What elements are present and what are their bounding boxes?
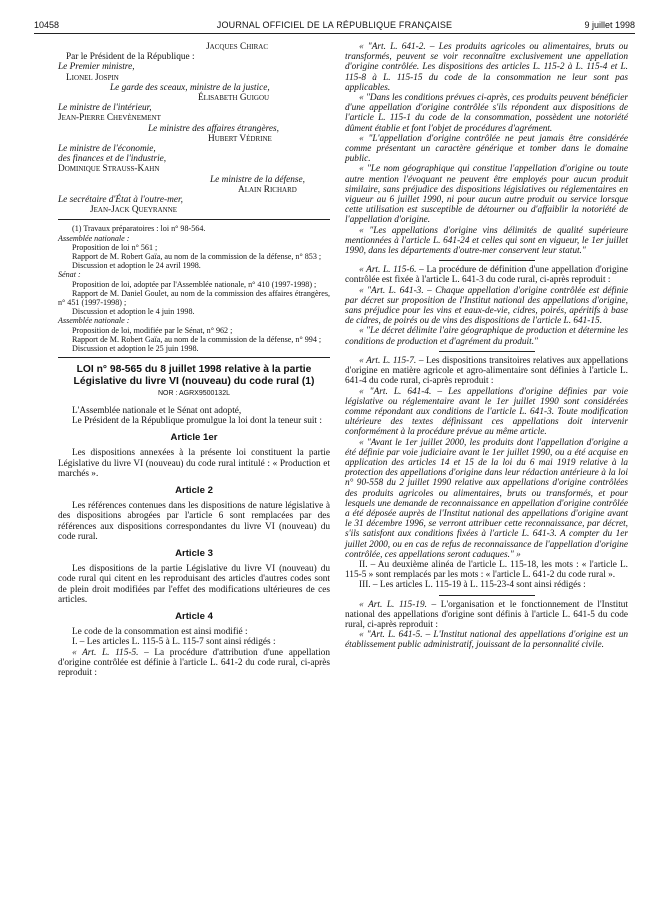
art-l115-19-label: « Art. L. 115-19. bbox=[359, 599, 427, 610]
art-l641-5: « "Art. L. 641-5. – L'Institut national des appellations d'origine est un établissement public administratif, jouissant de la personnalité civile. bbox=[345, 630, 628, 651]
interior-title: Le ministre de l'intérieur, bbox=[58, 103, 152, 114]
list-item: Rapport de M. Robert Gaïa, au nom de la commission de la défense, n° 853 ; bbox=[72, 252, 322, 262]
art-l115-6-label: « Art. L. 115-6. bbox=[359, 265, 417, 276]
paragraph: « "Avant le 1er juillet 2000, les produits dont l'appellation d'origine a été définie par voie judiciaire avant le 1er juillet 1990, ou a été acquise en application des articles 14 et 15 de la loi du 6 mai 1919 relative à la protection des appellations d'origine dans leur rédaction antérieure à la loi n° 90-558 du 2 juillet 1990 relative aux appellations d'origine contrôlées des produits agricoles ou alimentaires, bruts ou transformés, et pour lesquels une demande de reconnaissance en appellation d'origine contrôlée a été déposée auprès de l'Institut national des appellations d'origine avant le 31 décembre 1996, se verront attribuer cette reconnaissance, par décret, s'ils satisfont aux conditions fixées à l'article L. 641-3. A compter du 1er juillet 2000, ou en cas de refus de reconnaissance de l'appellation d'origine contrôlée, ces appellations seront caduques." » bbox=[345, 437, 628, 560]
art-l115-7-text: – Les dispositions transitoires relatives aux appellations d'origine en matière agricole et agro-alimentaire sont définies à l'article L. 641-4 du code rural, ci-après reproduit : bbox=[345, 355, 628, 387]
art-l115-7-label: « Art. L. 115-7. bbox=[359, 355, 417, 366]
list-item: Discussion et adoption le 25 juin 1998. bbox=[72, 344, 199, 354]
article-2-text: Les références contenues dans les dispositions de nature législative à des dispositions abrogées par l'article 6 sont remplacées par des références aux dispositions correspondantes du livre VI (nouveau) du code rural. bbox=[58, 501, 330, 542]
list-item: Proposition de loi, modifiée par le Sénat, n° 962 ; bbox=[72, 325, 233, 335]
article-3-text: Les dispositions de la partie Législative du livre VI (nouveau) du code rural qui citent en les reproduisant des articles d'autres codes sont de plein droit modifiées par l'effet des modifications ultérieures de ces articles. bbox=[58, 564, 330, 605]
pm-name: Lionel Jospin bbox=[66, 72, 119, 83]
art-l115-5 bbox=[58, 648, 330, 679]
law-title: LOI n° 98-565 du 8 juillet 1998 relative à la partie Législative du livre VI (nouveau) du code rural (1) bbox=[73, 364, 315, 387]
list-item: Proposition de loi, adoptée par l'Assemblée nationale, n° 410 (1997-1998) ; bbox=[72, 279, 317, 289]
list-item: Rapport de M. Daniel Goulet, au nom de la commission des affaires étrangères, n° 451 (1997-1998) ; bbox=[58, 288, 330, 308]
president-name: Jacques Chirac bbox=[206, 42, 268, 52]
defense-title: Le ministre de la défense, bbox=[210, 174, 305, 185]
president-line: Par le Président de la République : bbox=[66, 52, 195, 63]
economy-title: Le ministre de l'économie, bbox=[58, 144, 156, 155]
section-rule bbox=[439, 260, 535, 261]
outremer-title: Le secrétaire d'État à l'outre-mer, bbox=[58, 195, 183, 206]
list-item: Rapport de M. Robert Gaïa, au nom de la commission de la défense, n° 994 ; bbox=[72, 334, 322, 344]
travaux-note: (1) Travaux préparatoires : loi n° 98-564. bbox=[72, 224, 206, 234]
page-number: 10458 bbox=[34, 20, 60, 30]
defense-name: Alain Richard bbox=[238, 184, 297, 195]
art-l115-19 bbox=[345, 600, 628, 631]
section-rule bbox=[439, 595, 535, 596]
page-header bbox=[34, 12, 635, 34]
economy-title-2: des finances et de l'industrie, bbox=[58, 154, 167, 165]
left-column bbox=[58, 42, 330, 678]
paragraph: II. – Au deuxième alinéa de l'article L. 115-18, les mots : « l'article L. 115-5 » sont remplacés par les mots : « l'article L. 641-2 du code rural ». bbox=[345, 559, 628, 581]
issue-date: 9 juillet 1998 bbox=[584, 20, 635, 30]
paragraph: « "L'appellation d'origine contrôlée ne peut jamais être considérée comme présentant un caractère générique et tomber dans le domaine public. bbox=[345, 133, 628, 165]
an2-heading: Assemblée nationale : bbox=[58, 316, 130, 326]
art-l115-6-text: – La procédure de définition d'une appellation d'origine contrôlée est fixée à l'article L. 641-3 du code rural, ci-après reproduit : bbox=[345, 265, 628, 286]
pm-title: Le Premier ministre, bbox=[58, 62, 135, 73]
notes-rule bbox=[58, 219, 330, 220]
nor-reference: NOR : AGRX9500132L bbox=[158, 390, 230, 398]
interior-name: Jean-Pierre Chevènement bbox=[58, 113, 161, 124]
article-4-heading: Article 4 bbox=[175, 610, 213, 622]
article-1-heading: Article 1er bbox=[170, 432, 218, 444]
article-4-intro: Le code de la consommation est ainsi modifié : bbox=[72, 627, 248, 638]
art-l115-6 bbox=[345, 265, 628, 285]
art-l641-4: « "Art. L. 641-4. – Les appellations d'origine définies par voie législative ou réglementaire avant le 1er juillet 1990 sont considérées comme répondant aux conditions de l'article L. 641-3. Toute modification ultérieure des textes définissant ces appellations doit intervenir conformément à la procédure prévue au même article. bbox=[345, 386, 628, 438]
paragraph: « "Dans les conditions prévues ci-après, ces produits peuvent bénéficier d'une appellation d'origine contrôlée s'ils répondent aux dispositions de l'article L. 115-1 du code de la consommation, possèdent une notoriété dûment établie et font l'objet de procédures d'agrément. bbox=[345, 93, 628, 134]
signature-block bbox=[58, 42, 330, 215]
article-1-text: Les dispositions annexées à la présente loi constituent la partie Législative du livre VI (nouveau) du code rural intitulé : « Production et marchés ». bbox=[58, 448, 330, 479]
art-l115-5-text: – La procédure d'attribution d'une appellation d'origine contrôlée est définie à l'article L. 641-2 du code rural, ci-après reproduit : bbox=[58, 647, 331, 678]
right-column bbox=[345, 42, 628, 651]
foreign-title: Le ministre des affaires étrangères, bbox=[148, 123, 279, 134]
preamble-2: Le Président de la République promulgue la loi dont la teneur suit : bbox=[72, 415, 322, 426]
justice-name: Élisabeth Guigou bbox=[198, 93, 270, 104]
justice-title: Le garde des sceaux, ministre de la justice, bbox=[110, 82, 270, 93]
foreign-name: Hubert Védrine bbox=[208, 133, 272, 144]
art-l115-7 bbox=[345, 356, 628, 387]
art-l115-5-label: « Art. L. 115-5. bbox=[72, 647, 139, 658]
article-2-heading: Article 2 bbox=[175, 484, 213, 496]
preamble-1: L'Assemblée nationale et le Sénat ont adopté, bbox=[72, 405, 242, 416]
list-item: Discussion et adoption le 24 avril 1998. bbox=[72, 261, 201, 271]
an1-heading: Assemblée nationale : bbox=[58, 233, 130, 243]
art-l115-19-text: – L'organisation et le fonctionnement de l'Institut national des appellations d'origine sont définis à l'article L. 641-5 du code rural, ci-après reproduit : bbox=[345, 599, 629, 630]
art-l641-3: « "Art. L. 641-3. – Chaque appellation d'origine contrôlée est définie par décret sur proposition de l'Institut national des appellations d'origine, sans préjudice pour les vins et eaux-de-vie, cidres, poirés, apéritifs à base de cidres, de poirés ou de vins des dispositions de l'article L. 641-15. bbox=[345, 285, 628, 327]
law-rule bbox=[58, 357, 330, 358]
art-l641-2: « "Art. L. 641-2. – Les produits agricoles ou alimentaires, bruts ou transformés, peuvent se voir reconnaître exclusivement une appellation d'origine contrôlée. Les dispositions des articles L. 115-2 à L. 115-4 et L. 115-8 à L. 115-15 du code de la consommation ne leur sont pas applicables. bbox=[345, 42, 628, 93]
senat-heading: Sénat : bbox=[58, 270, 81, 280]
article-3-heading: Article 3 bbox=[175, 547, 213, 559]
header-rule bbox=[34, 33, 635, 34]
journal-title: JOURNAL OFFICIEL DE LA RÉPUBLIQUE FRANÇAISE bbox=[216, 20, 453, 30]
paragraph: « "Les appellations d'origine vins délimités de qualité supérieure mentionnées à l'article L. 641-24 et celles qui sont en vigueur, le 1er juillet 1990, dans les départements d'outre-mer conservent leur statut." bbox=[345, 225, 628, 257]
outremer-name: Jean-Jack Queyranne bbox=[90, 205, 178, 216]
paragraph: III. – Les articles L. 115-19 à L. 115-23-4 sont ainsi rédigés : bbox=[359, 580, 586, 591]
paragraph: « "Le décret délimite l'aire géographique de production et détermine les conditions de production et d'agrément du produit." bbox=[345, 326, 628, 347]
article-4-item-i: I. – Les articles L. 115-5 à L. 115-7 sont ainsi rédigés : bbox=[72, 637, 276, 648]
footnotes bbox=[58, 224, 330, 353]
list-item: Discussion et adoption le 4 juin 1998. bbox=[72, 307, 195, 317]
section-rule bbox=[439, 351, 535, 352]
economy-name: Dominique Strauss-Kahn bbox=[58, 164, 160, 175]
paragraph: « "Le nom géographique qui constitue l'appellation d'origine ou toute autre mention l'évoquant ne peuvent être employés pour aucun produit similaire, sans préjudice des dispositions législatives ou réglementaires en vigueur au 6 juillet 1990, ni pour aucun autre produit ou service lorsque cette utilisation est susceptible de détourner ou d'affaiblir la notoriété de l'appellation d'origine. bbox=[345, 164, 628, 226]
list-item: Proposition de loi n° 561 ; bbox=[72, 242, 158, 252]
